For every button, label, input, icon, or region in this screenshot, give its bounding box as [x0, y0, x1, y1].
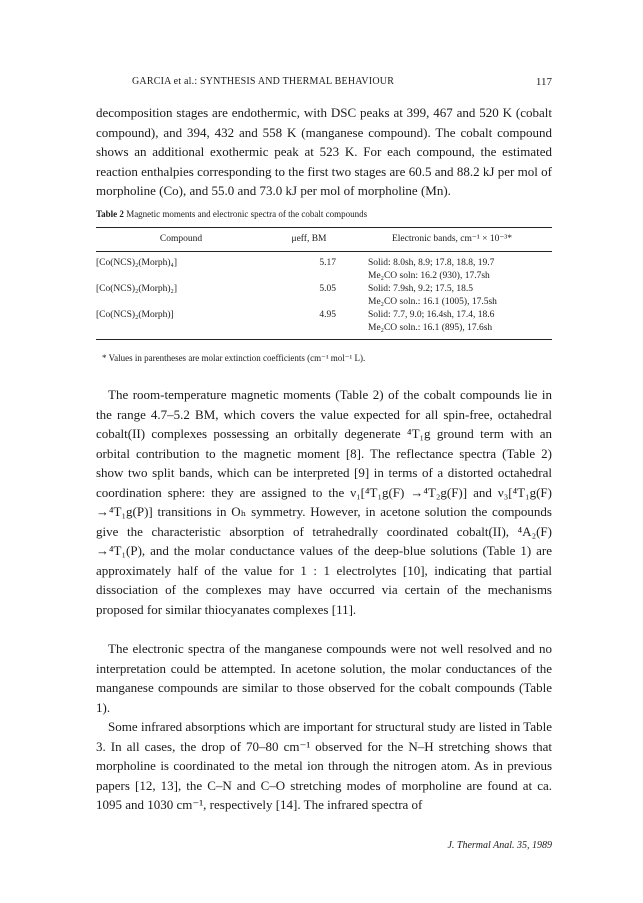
- cell-compound: [96, 296, 266, 309]
- cell-bands: Me₂CO soln: 16.2 (930), 17.7sh: [368, 271, 490, 281]
- table-row: [96, 296, 552, 309]
- table-row: [96, 309, 552, 322]
- cell-bands: Solid: 8.0sh, 8.9; 17.8, 18.8, 19.7: [368, 258, 495, 268]
- page-number: 117: [535, 76, 552, 88]
- running-title: GARCIA et al.: SYNTHESIS AND THERMAL BEHAVIOUR: [132, 76, 395, 87]
- table-footnote: * Values in parentheses are molar extinction coefficients (cm⁻¹ mol⁻¹ L).: [102, 353, 366, 363]
- table-row: [96, 283, 552, 296]
- cell-compound: [Co(NCS)₂(Morph)₂]: [96, 284, 178, 294]
- paragraph-dsc-results: decomposition stages are endothermic, with DSC peaks at 399, 467 and 520 K (cobalt compound), and 394, 432 and 558 K (manganese compound). The cobalt compound shows an additional exothermic peak at 523 K. For each compound, the estimated reaction enthalpies corresponding to the first two stages are 60.5 and 88.2 kJ per mol of morpholine (Co), and 55.0 and 73.0 kJ per mol of morpholine (Mn).: [96, 105, 552, 198]
- table-row: [96, 322, 552, 340]
- paragraph-magnetic-moments: The room-temperature magnetic moments (Table 2) of the cobalt compounds lie in the range 4.7–5.2 BM, which covers the value expected for all spin-free, octahedral cobalt(II) complexes possessing an orbitally degenerate ⁴T₁g ground term with an orbital contribution to the magnetic moment [8]. The reflectance spectra (Table 2) show two split bands, which can be interpreted [9] in terms of a distorted octahedral coordination sphere: they are assigned to the ν₁[⁴T₁g(F) →⁴T₂g(F)] and ν₃[⁴T₁g(F) →⁴T₁g(P)] transitions in Oₕ symmetry. However, in acetone solution the compounds give the characteristic absorption of tetrahedrally coordinated cobalt(II), ⁴A₂(F) →⁴T₁(P), and the molar conductance values of the deep-blue solutions (Table 1) are approximately half of the value for 1 : 1 electrolytes [10], indicating that partial dissociation of the complexes may have occurred via certain of the mechanisms proposed for similar thiocyanates complexes [11].: [96, 387, 552, 617]
- cell-mu: 4.95: [319, 310, 336, 320]
- cell-compound: [Co(NCS)₂(Morph)₄]: [96, 258, 178, 268]
- cell-bands: Solid: 7.9sh, 9.2; 17.5, 18.5: [368, 284, 474, 294]
- table-label: Table 2: [96, 209, 124, 219]
- table-row: [96, 270, 552, 283]
- magnetic-spectra-table: [96, 227, 552, 340]
- table-caption: [96, 209, 552, 219]
- cell-compound: [96, 322, 266, 340]
- cell-mu: 5.05: [319, 284, 336, 294]
- paragraph-infrared: Some infrared absorptions which are important for structural study are listed in Table 3. In all cases, the drop of 70–80 cm⁻¹ observed for the N–H stretching shows that morpholine is coordinated to the metal ion through the nitrogen atom. As in previous papers [12, 13], the C–N and C–O stretching modes of morpholine are found at ca. 1095 and 1030 cm⁻¹, respectively [14]. The infrared spectra of: [96, 719, 552, 812]
- table-header-row: [96, 228, 552, 252]
- cell-bands: Me₂CO soln.: 16.1 (1005), 17.5sh: [368, 297, 497, 307]
- cell-bands: Solid: 7.7, 9.0; 16.4sh, 17.4, 18.6: [368, 310, 495, 320]
- cell-mu: 5.17: [319, 258, 336, 268]
- paragraph-manganese-spectra: The electronic spectra of the manganese compounds were not well resolved and no interpretation could be attempted. In acetone solution, the molar conductances of the manganese compounds are similar to those observed for the cobalt compounds (Table 1).: [96, 641, 552, 715]
- table-row: [96, 252, 552, 271]
- cell-compound: [96, 270, 266, 283]
- header-mu-eff: μeff, BM: [266, 228, 352, 252]
- cell-compound: [Co(NCS)₂(Morph)]: [96, 310, 174, 320]
- table-caption-text: Magnetic moments and electronic spectra of the cobalt compounds: [126, 209, 368, 219]
- cell-mu: [266, 322, 352, 340]
- journal-footer: J. Thermal Anal. 35, 1989: [447, 840, 552, 851]
- header-electronic-bands: Electronic bands, cm⁻¹ × 10⁻³*: [352, 228, 552, 252]
- cell-bands: Me₂CO soln.: 16.1 (895), 17.6sh: [352, 322, 552, 340]
- cell-mu: [266, 270, 352, 283]
- cell-mu: [266, 296, 352, 309]
- running-head: [96, 76, 552, 92]
- header-compound: Compound: [96, 228, 266, 252]
